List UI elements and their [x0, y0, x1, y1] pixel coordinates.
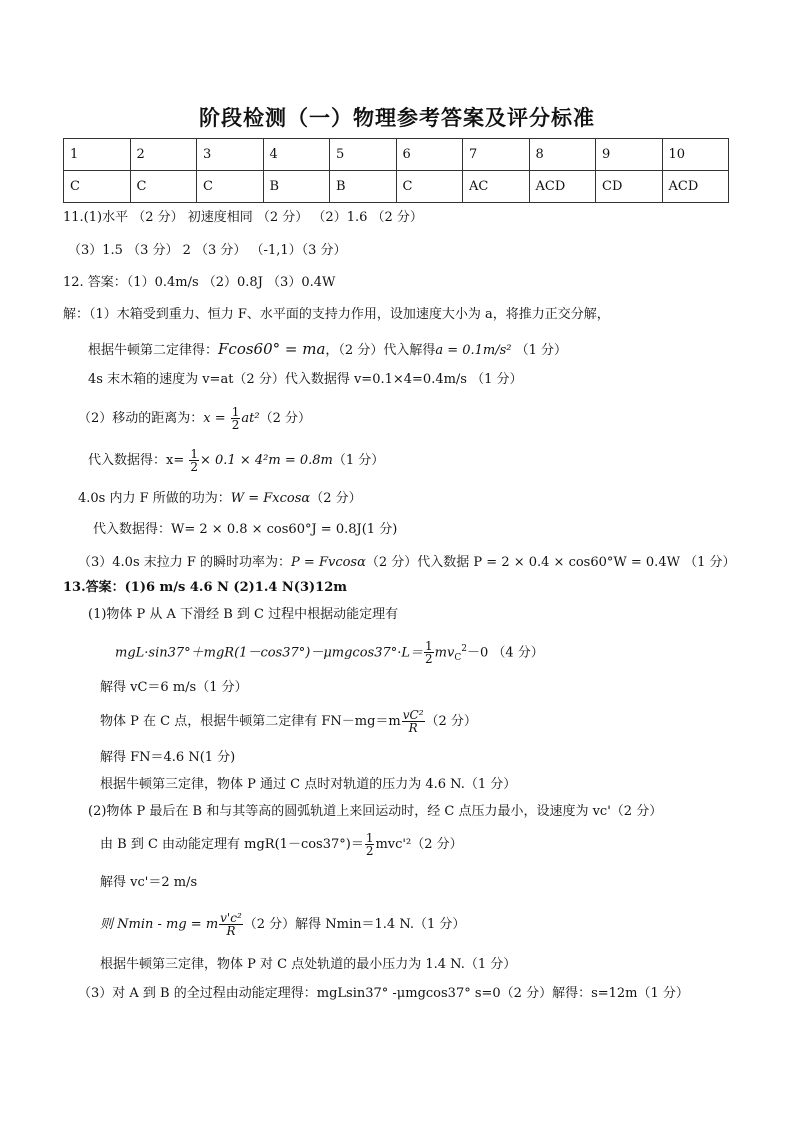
text-line: 11.(1)水平 （2 分） 初速度相同 （2 分） （2）1.6 （2 分） [63, 210, 423, 225]
numerator: 1 [231, 405, 240, 419]
denominator: R [226, 924, 236, 938]
table-cell: C [197, 171, 264, 203]
table-cell: B [263, 171, 330, 203]
denominator: 2 [425, 652, 433, 667]
text-line: （3）对 A 到 B 的全过程由动能定理得：mgLsin37° -μmgcos37° s=0（2 分）解得：s=12m（1 分） [78, 986, 689, 1001]
text-span: （2 分）代入数据 P = 2 × 0.4 × cos60°W = 0.4W （1 分） [365, 555, 736, 570]
superscript: 2 [461, 644, 467, 654]
text-span: （3）4.0s 末拉力 F 的瞬时功率为： [78, 555, 292, 570]
table-cell: 1 [64, 139, 131, 171]
numerator: 1 [190, 447, 199, 461]
equation-line [115, 634, 544, 673]
table-cell: 7 [463, 139, 530, 171]
text-line: （3）1.5 （3 分） 2 （3 分） （-1,1）（3 分） [68, 243, 347, 258]
equation-line [88, 446, 384, 476]
fraction [231, 406, 241, 431]
text-line: 根据牛顿第三定律，物体 P 通过 C 点时对轨道的压力为 4.6 N.（1 分） [100, 777, 517, 792]
text-line: 4s 末木箱的速度为 v=at（2 分）代入数据得 v=0.1×4=0.4m/s （1 分） [88, 372, 523, 387]
text-line: 解：（1）木箱受到重力、恒力 F、水平面的支持力作用，设加速度大小为 a，将推力正交分解， [63, 307, 610, 322]
text-line: 13.答案：(1)6 m/s 4.6 N (2)1.4 N(3)12m [63, 580, 348, 595]
formula: mgL·sin37°＋mgR(1－cos37°)－μmgcos37°·L＝ [115, 645, 424, 661]
formula: 则 Nmin - mg = m [100, 917, 219, 932]
text-span: 根据牛顿第二定律得： [88, 343, 219, 358]
numerator: 1 [425, 639, 433, 654]
formula: Fcos60° = ma [218, 340, 326, 358]
formula: × 0.1 × 4²m = 0.8m [200, 453, 333, 468]
table-cell: 8 [529, 139, 596, 171]
equation-line [100, 908, 465, 942]
table-cell: C [396, 171, 463, 203]
text-span: （2 分） [259, 411, 312, 426]
numerator: vC² [402, 708, 424, 722]
equation-line [100, 830, 463, 860]
fraction [424, 640, 434, 665]
table-cell: C [64, 171, 131, 203]
answer-table [63, 138, 729, 203]
table-cell: 10 [662, 139, 729, 171]
formula: x = [203, 411, 226, 426]
fraction [402, 709, 425, 734]
equation-line [78, 490, 362, 508]
table-row-answers [64, 171, 729, 203]
equation-line [88, 340, 567, 360]
numerator: v'c² [220, 911, 242, 925]
formula: a = 0.1m/s² [435, 343, 512, 358]
text-span: （2 分） [425, 714, 477, 729]
text-span: （1 分） [332, 453, 385, 468]
fraction [365, 832, 375, 857]
formula: P = Fvcosα [291, 555, 366, 570]
text-line: (2)物体 P 最后在 B 和与其等高的圆弧轨道上来回运动时，经 C 点压力最小，设速度为 vc'（2 分） [88, 804, 663, 819]
equation-line [78, 554, 736, 572]
text-line: 代入数据得：W= 2 × 0.8 × cos60°J = 0.8J(1 分) [93, 522, 398, 537]
text-line: (1)物体 P 从 A 下滑经 B 到 C 过程中根据动能定理有 [88, 607, 399, 622]
equation-line [78, 404, 311, 434]
fraction [219, 912, 243, 937]
table-cell: 9 [596, 139, 663, 171]
formula: at² [241, 411, 260, 426]
text-span: ，（2 分）代入解得 [325, 343, 436, 358]
table-cell: ACD [662, 171, 729, 203]
text-span: mvc'²（2 分） [375, 837, 463, 852]
page-title: 阶段检测（一）物理参考答案及评分标准 [199, 106, 595, 130]
text-span: （2）移动的距离为： [78, 411, 204, 426]
subscript: C [454, 652, 462, 663]
text-span: 由 B 到 C 由动能定理有 mgR(1－cos37°)＝ [100, 837, 364, 852]
formula: mv [434, 645, 455, 661]
table-cell: 5 [330, 139, 397, 171]
text-line: 根据牛顿第三定律，物体 P 对 C 点处轨道的最小压力为 1.4 N.（1 分） [100, 957, 517, 972]
text-line: 解得 vc'＝2 m/s [100, 875, 198, 890]
table-cell: CD [596, 171, 663, 203]
denominator: 2 [190, 460, 199, 474]
numerator: 1 [365, 831, 374, 845]
formula: W = Fxcosα [230, 491, 311, 506]
table-cell: 4 [263, 139, 330, 171]
table-row-numbers [64, 139, 729, 171]
table-cell: 3 [197, 139, 264, 171]
table-cell: 6 [396, 139, 463, 171]
text-span: 代入数据得：x= [88, 453, 185, 468]
text-span: （2 分）解得 Nmin＝1.4 N.（1 分） [243, 917, 466, 932]
text-span: 4.0s 内力 F 所做的功为： [78, 491, 231, 506]
text-line: 解得 vC＝6 m/s（1 分） [100, 680, 248, 695]
equation-line [100, 707, 477, 737]
text-span: （1 分） [511, 343, 568, 358]
fraction [189, 448, 199, 473]
table-cell: 2 [130, 139, 197, 171]
denominator: 2 [365, 844, 374, 858]
table-cell: B [330, 171, 397, 203]
text-span: －0 （4 分） [466, 645, 544, 661]
text-line: 解得 FN＝4.6 N(1 分) [100, 750, 236, 765]
table-cell: ACD [529, 171, 596, 203]
denominator: R [408, 721, 418, 735]
text-span: 物体 P 在 C 点，根据牛顿第二定律有 FN－mg＝m [100, 714, 401, 729]
table-cell: AC [463, 171, 530, 203]
denominator: 2 [231, 418, 240, 432]
text-span: （2 分） [310, 491, 362, 506]
text-line: 12. 答案：（1）0.4m/s （2）0.8J （3）0.4W [63, 275, 336, 290]
table-cell: C [130, 171, 197, 203]
